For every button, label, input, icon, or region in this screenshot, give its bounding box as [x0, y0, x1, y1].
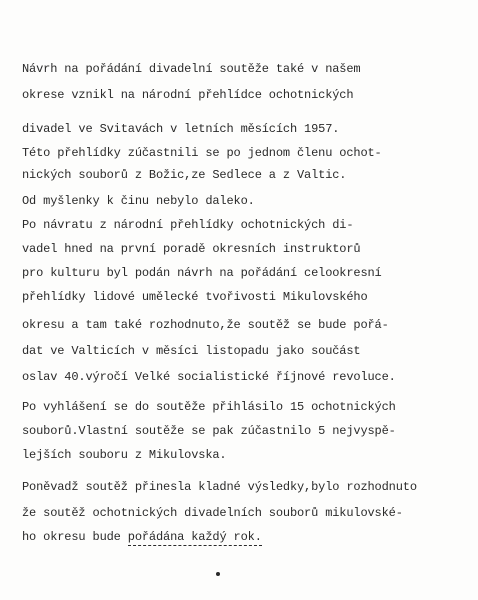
text-line: pro kulturu byl podán návrh na pořádání celookresní [22, 266, 382, 280]
text-line-last-prefix: ho okresu bude [22, 530, 128, 544]
text-line: dat ve Valticích v měsíci listopadu jako součást [22, 344, 361, 358]
text-line: přehlídky lidové umělecké tvořivosti Mikulovského [22, 290, 368, 304]
text-line: oslav 40.výročí Velké socialistické říjnové revoluce. [22, 370, 396, 384]
text-line: Od myšlenky k činu nebylo daleko. [22, 194, 255, 208]
text-line: Po vyhlášení se do soutěže přihlásilo 15 ochotnických [22, 400, 396, 414]
text-line-last [22, 530, 262, 544]
text-line: Návrh na pořádání divadelní soutěže také v našem [22, 62, 361, 76]
text-line: okresu a tam také rozhodnuto,že soutěž se bude pořá- [22, 318, 389, 332]
text-line: vadel hned na první poradě okresních instruktorů [22, 242, 361, 256]
text-line: souborů.Vlastní soutěže se pak zúčastnilo 5 nejvyspě- [22, 424, 396, 438]
text-line: lejších souboru z Mikulovska. [22, 448, 227, 462]
text-line: Po návratu z národní přehlídky ochotnických di- [22, 218, 354, 232]
text-line: Této přehlídky zúčastnili se po jednom členu ochot- [22, 146, 382, 160]
text-line: Poněvadž soutěž přinesla kladné výsledky,bylo rozhodnuto [22, 480, 417, 494]
text-line: nických souborů z Božic,ze Sedlece a z Valtic. [22, 168, 347, 182]
page-dot-mark [216, 572, 220, 576]
text-line: že soutěž ochotnických divadelních souborů mikulovské- [22, 506, 403, 520]
text-line: divadel ve Svitavách v letních měsících 1957. [22, 122, 340, 136]
underlined-phrase: pořádána každý rok. [127, 530, 262, 544]
text-line: okrese vznikl na národní přehlídce ochotnických [22, 88, 354, 102]
